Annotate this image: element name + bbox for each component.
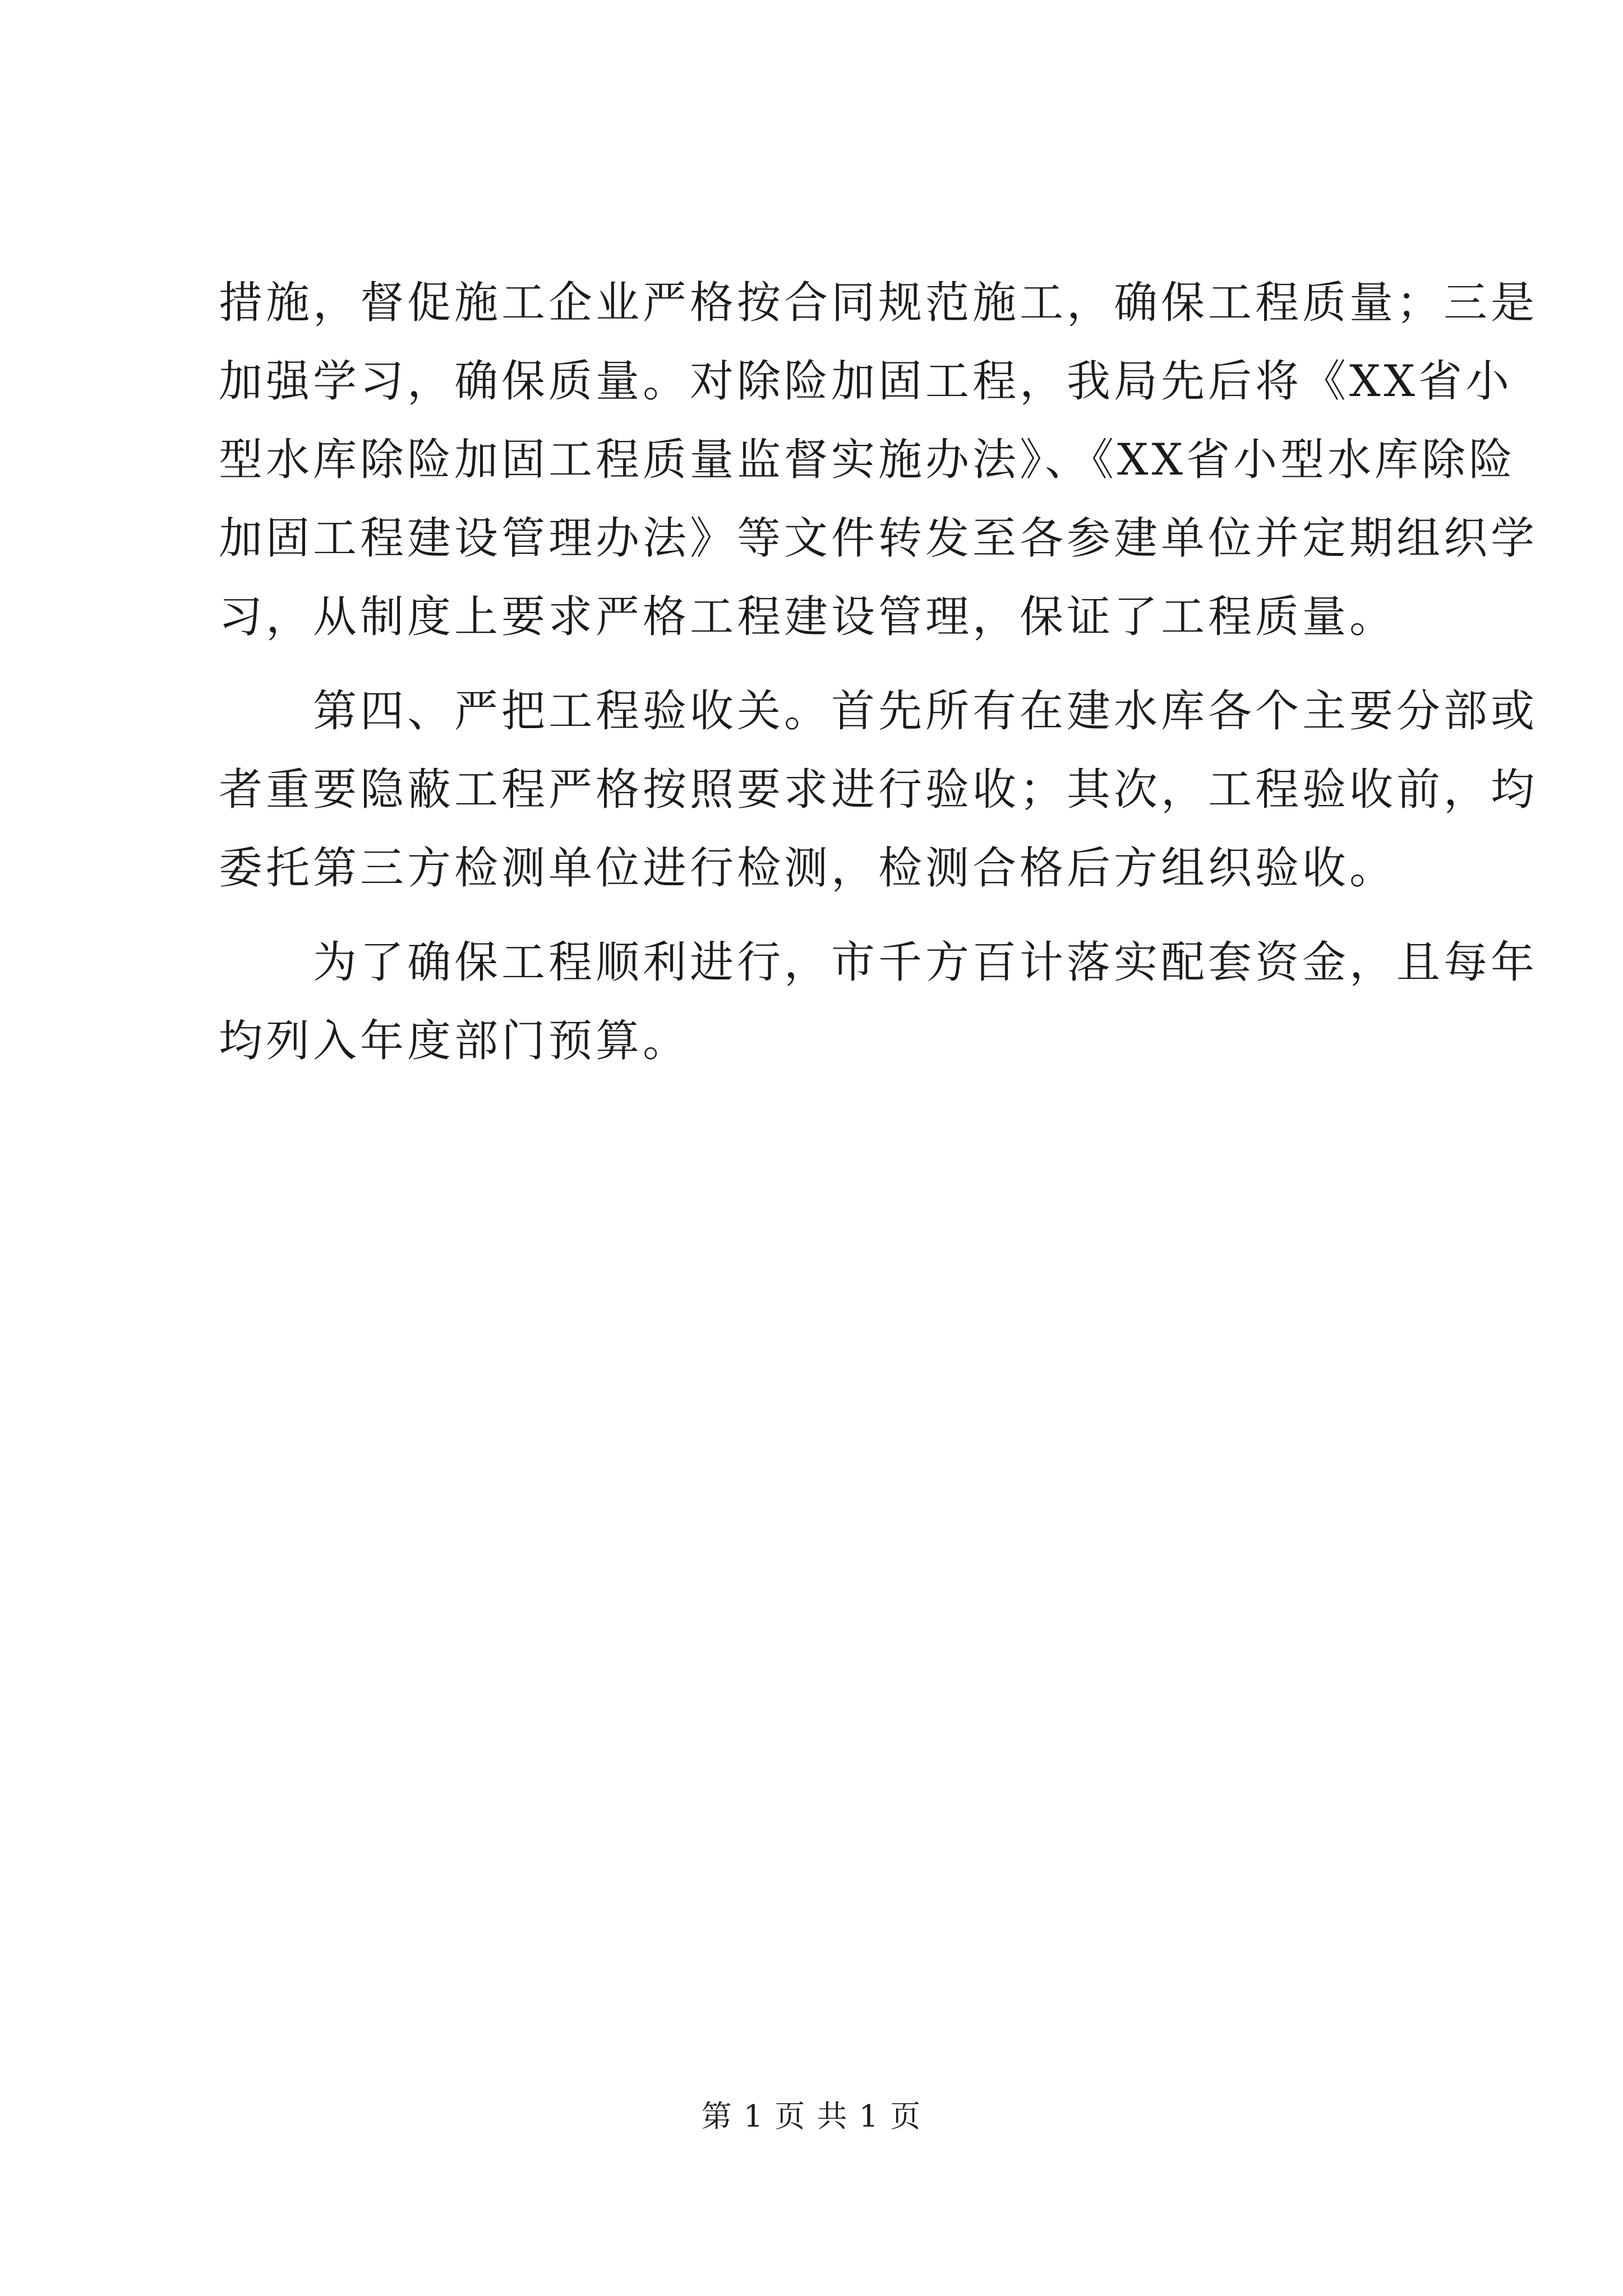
text-line: 均列入年度部门预算。 <box>219 1016 690 1066</box>
text-line: 措施，督促施工企业严格按合同规范施工，确保工程质量；三是 <box>219 278 1538 328</box>
text-line: 加固工程建设管理办法》等文件转发至各参建单位并定期组织学 <box>219 513 1538 564</box>
text-line: 第四、严把工程验收关。首先所有在建水库各个主要分部或 <box>219 686 1538 737</box>
text-line: 型水库除险加固工程质量监督实施办法》、《XX省小型水库除险 <box>219 435 1516 485</box>
page-number-footer: 第 1 页 共 1 页 <box>701 2099 922 2134</box>
document-body <box>219 264 1538 1080</box>
paragraph <box>219 672 1538 908</box>
text-line: 者重要隐蔽工程严格按照要求进行验收；其次，工程验收前，均 <box>219 765 1538 815</box>
text-line: 加强学习，确保质量。对除险加固工程，我局先后将《XX省小 <box>219 356 1513 407</box>
text-line: 委托第三方检测单位进行检测，检测合格后方组织验收。 <box>219 843 1397 894</box>
text-line: 习，从制度上要求严格工程建设管理，保证了工程质量。 <box>219 592 1397 642</box>
paragraph-spacer <box>219 656 1430 672</box>
paragraph-spacer <box>219 908 1430 923</box>
text-line: 为了确保工程顺利进行，市千方百计落实配套资金，且每年 <box>219 937 1538 988</box>
paragraph <box>219 264 1538 656</box>
paragraph <box>219 923 1538 1080</box>
